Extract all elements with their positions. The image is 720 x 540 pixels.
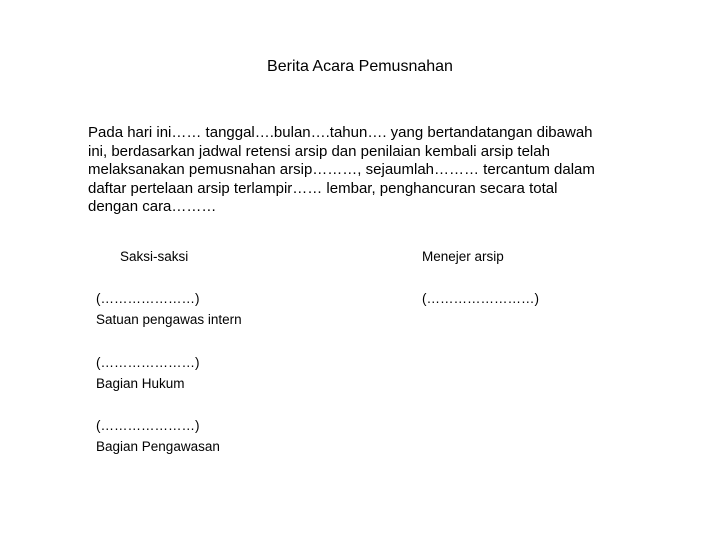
witness-signature-1 bbox=[96, 288, 242, 330]
paragraph-line: daftar pertelaan arsip terlampir…… lembar, penghancuran secara total bbox=[88, 179, 558, 197]
witnesses-heading: Saksi-saksi bbox=[120, 249, 189, 264]
signature-placeholder: (…………………) bbox=[96, 291, 200, 306]
signature-role: Bagian Hukum bbox=[96, 376, 185, 391]
paragraph-line: melaksanakan pemusnahan arsip………, sejaumlah……… tercantum dalam bbox=[88, 161, 595, 178]
manager-signature bbox=[422, 288, 539, 309]
paragraph-line: Pada hari ini…… tanggal….bulan….tahun…. yang bertandatangan dibawah bbox=[88, 124, 593, 141]
signature-role: Bagian Pengawasan bbox=[96, 439, 220, 454]
witness-signature-3 bbox=[96, 415, 220, 457]
paragraph-line: dengan cara……… bbox=[88, 198, 217, 215]
signature-placeholder: (……………………) bbox=[422, 291, 539, 306]
document-title: Berita Acara Pemusnahan bbox=[267, 58, 453, 75]
witness-signature-2 bbox=[96, 352, 200, 394]
signature-placeholder: (…………………) bbox=[96, 355, 200, 370]
manager-heading: Menejer arsip bbox=[422, 249, 504, 264]
signature-placeholder: (…………………) bbox=[96, 418, 200, 433]
paragraph-line: ini, berdasarkan jadwal retensi arsip dan penilaian kembali arsip telah bbox=[88, 142, 550, 160]
statement-paragraph bbox=[88, 124, 658, 217]
signature-role: Satuan pengawas intern bbox=[96, 312, 242, 327]
